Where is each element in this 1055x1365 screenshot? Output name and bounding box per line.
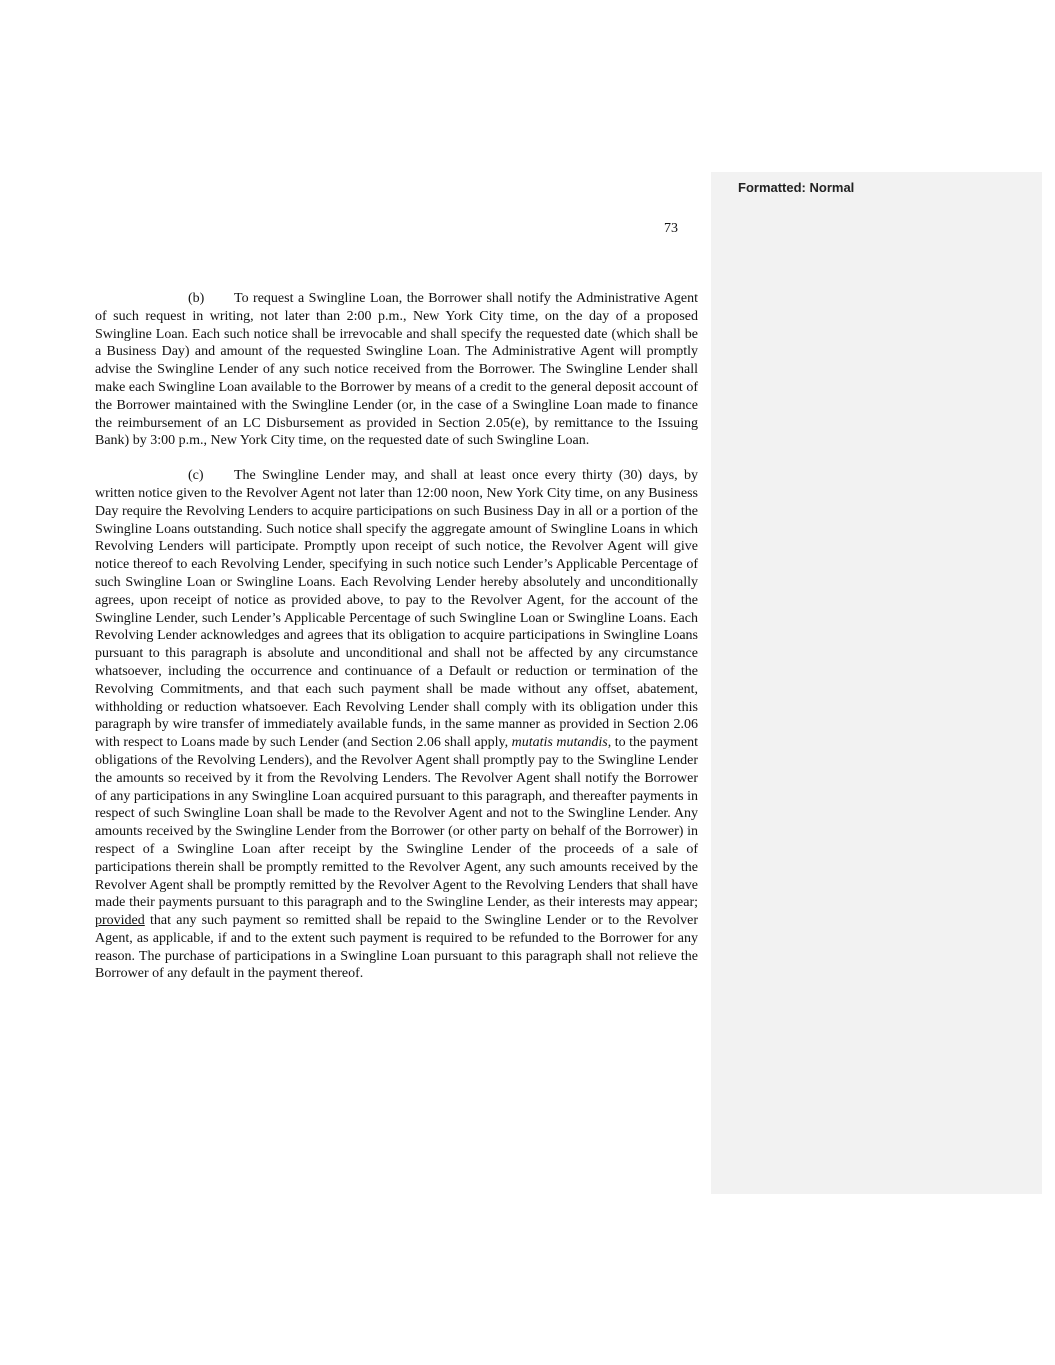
paragraph-b-label: (b) (188, 291, 205, 306)
paragraph-c-label: (c) (188, 468, 204, 484)
paragraph-c-text-2: , to the payment obligations of the Revolving Lenders), and the Revolver Agent shall promptly pay to the Swingline Lender the amounts so received by it from the Revolving Lenders. The Revolver Agent shall notify the Borrower of any participations in any Swingline Loan acquired pursuant to this paragraph, and thereafter payments in respect of such Swingline Loan shall be made to the Revolver Agent and not to the Swingline Lender. Any amounts received by the Swingline Lender from the Borrower (or other party on behalf of the Borrower) in respect of a Swingline Loan after receipt by the Swingline Lender of the proceeds of a sale of participations therein shall be promptly remitted to the Revolver Agent, any such amounts received by the Revolver Agent shall be promptly remitted by the Revolver Agent to the Revolving Lenders that shall have made their payments pursuant to this paragraph and to the Swingline Lender, as their interests may appear; (95, 735, 698, 911)
comment-label: Formatted: Normal (738, 180, 855, 195)
provided-term: provided (95, 913, 145, 929)
comment-pane (711, 172, 1042, 1194)
paragraph-c-text-1: The Swingline Lender may, and shall at least once every thirty (30) days, by written notice given to the Revolver Agent not later than 12:00 noon, New York City time, on any Business Day require the Revolving Lenders to acquire participations on such Business Day in all or a portion of the Swingline Loans outstanding. Such notice shall specify the aggregate amount of Swingline Loans in which Revolving Lenders will participate. Promptly upon receipt of such notice, the Revolver Agent will give notice thereof to each Revolving Lender, specifying in such notice such Lender’s Applicable Percentage of such Swingline Loan or Swingline Loans. Each Revolving Lender hereby absolutely and unconditionally agrees, upon receipt of notice as provided above, to pay to the Revolver Agent, for the account of the Swingline Lender, such Lender’s Applicable Percentage of such Swingline Loan or Swingline Loans. Each Revolving Lender acknowledges and agrees that its obligation to acquire participations in Swingline Loans pursuant to this paragraph is absolute and unconditional and shall not be affected by any circumstance whatsoever, including the occurrence and continuance of a Default or reduction or termination of the Revolving Commitments, and that each such payment shall be made without any offset, abatement, withholding or reduction whatsoever. Each Revolving Lender shall comply with its obligation under this paragraph by wire transfer of immediately available funds, in the same manner as provided in Section 2.06 with respect to Loans made by such Lender (and Section 2.06 shall apply, (95, 468, 698, 751)
paragraph-b-text: To request a Swingline Loan, the Borrower shall notify the Administrative Agent of such request in writing, not later than 2:00 p.m., New York City time, on the day of a proposed Swingline Loan. Each such notice shall be irrevocable and shall specify the requested date (which shall be a Business Day) and amount of the requested Swingline Loan. The Administrative Agent will promptly advise the Swingline Lender of any such notice received from the Borrower. The Swingline Lender shall make each Swingline Loan available to the Borrower by means of a credit to the general deposit account of the Borrower maintained with the Swingline Lender (or, in the case of a Swingline Loan made to finance the reimbursement of an LC Disbursement as provided in Section 2.05(e), by remittance to the Issuing Bank) by 3:00 p.m., New York City time, on the requested date of such Swingline Loan. (95, 291, 698, 449)
paragraph-c (95, 467, 698, 983)
paragraph-b (95, 290, 698, 450)
document-body (95, 290, 698, 1000)
paragraph-c-text-3: that any such payment so remitted shall be repaid to the Swingline Lender or to the Revolver Agent, as applicable, if and to the extent such payment is required to be refunded to the Borrower for any reason. The purchase of participations in a Swingline Loan pursuant to this paragraph shall not relieve the Borrower of any default in the payment thereof. (95, 913, 698, 982)
page-number: 73 (664, 221, 678, 236)
mutatis-mutandis-term: mutatis mutandis (511, 735, 608, 751)
